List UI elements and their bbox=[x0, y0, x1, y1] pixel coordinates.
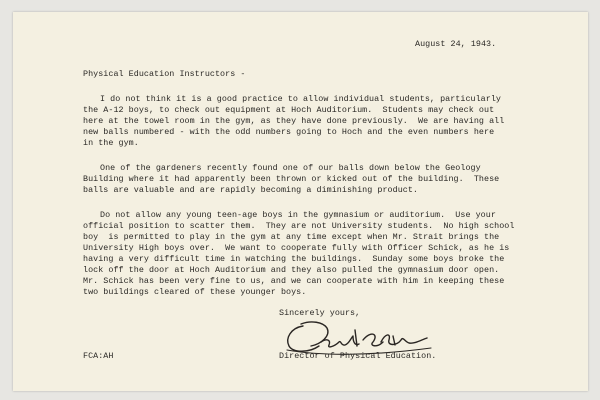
body-line: lock off the door at Hoch Auditorium and they also pulled the gymnasium door open. bbox=[83, 265, 500, 275]
body-line: two buildings cleared of these younger boys. bbox=[83, 287, 307, 297]
body-line: I do not think it is a good practice to allow individual students, particularly bbox=[100, 94, 501, 104]
body-line: here at the towel room in the gym, as they have done previously. We are having all bbox=[83, 116, 505, 126]
body-line: the A-12 boys, to check out equipment at Hoch Auditorium. Students may check out bbox=[83, 105, 495, 115]
body-line: official position to scatter them. They are not University students. No high school bbox=[83, 221, 515, 231]
typist-initials: FCA:AH bbox=[83, 351, 114, 361]
body-line: Building where it had apparently been thrown or kicked out of the building. These bbox=[83, 174, 500, 184]
body-line: Mr. Schick has been very fine to us, and we can cooperate with him in keeping these bbox=[83, 276, 505, 286]
body-line: boy is permitted to play in the gym at any time except when Mr. Strait brings the bbox=[83, 232, 500, 242]
letter-page bbox=[13, 12, 588, 391]
letter-date: August 24, 1943. bbox=[415, 39, 497, 49]
body-line: new balls numbered - with the odd numbers going to Hoch and the even numbers here bbox=[83, 127, 495, 137]
body-line: balls are valuable and are rapidly becoming a diminishing product. bbox=[83, 185, 419, 195]
closing: Sincerely yours, bbox=[279, 308, 361, 318]
signer-title: Director of Physical Education. bbox=[279, 351, 437, 361]
body-line: One of the gardeners recently found one of our balls down below the Geology bbox=[100, 163, 481, 173]
body-line: University High boys over. We want to cooperate fully with Officer Schick, as he is bbox=[83, 243, 510, 253]
body-line: in the gym. bbox=[83, 138, 139, 148]
body-line: having a very difficult time in watching the buildings. Sunday some boys broke the bbox=[83, 254, 505, 264]
salutation: Physical Education Instructors - bbox=[83, 69, 246, 79]
body-line: Do not allow any young teen-age boys in the gymnasium or auditorium. Use your bbox=[100, 210, 496, 220]
